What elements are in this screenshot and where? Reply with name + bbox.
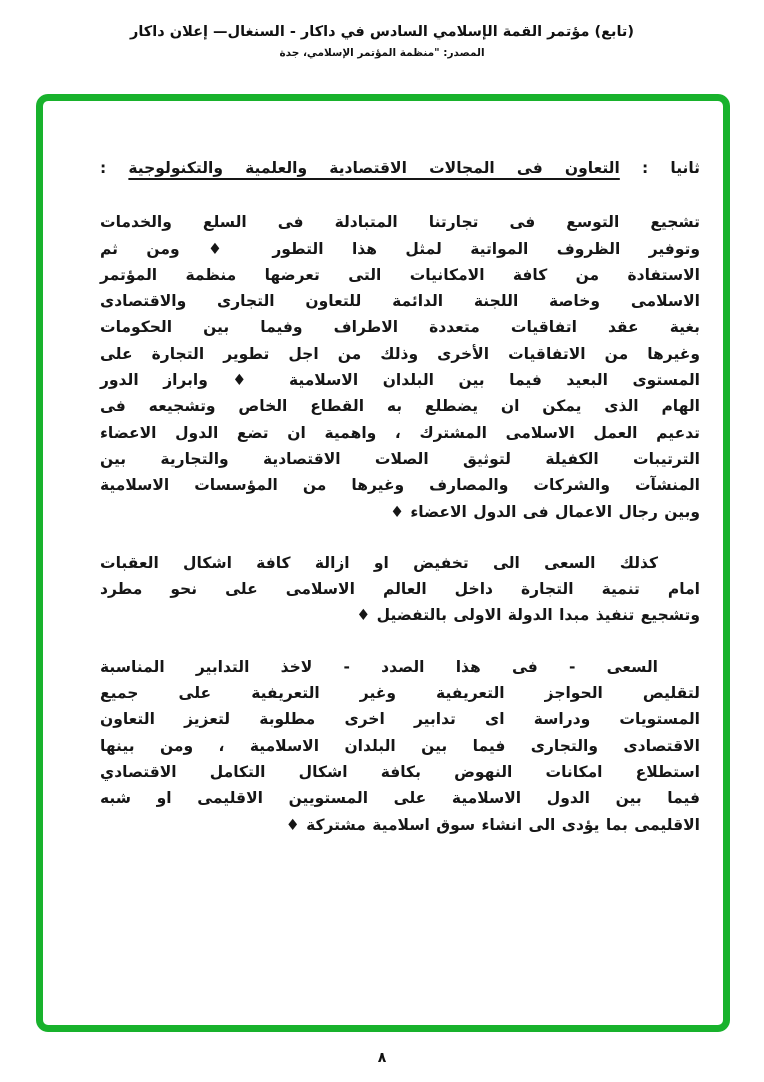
- paragraph: [100, 209, 700, 525]
- green-border-frame: [36, 94, 730, 1032]
- text-line: الاسلامى وخاصة اللجنة الدائمة للتعاون التجارى والاقتصادى: [100, 292, 700, 311]
- text-line: الترتيبات الكفيلة لتوثيق الصلات الاقتصادية والتجارية بين: [100, 449, 700, 468]
- text-line: المستوى البعيد فيما بين البلدان الاسلامية ♦ وابراز الدور: [100, 371, 700, 390]
- page-header: [0, 24, 764, 59]
- text-line: المنشآت والشركات والمصارف وغيرها من المؤسسات الاسلامية: [100, 476, 700, 495]
- text-line: السعى - فى هذا الصدد - لاخذ التدابير المناسبة: [100, 657, 658, 676]
- header-source: المصدر: "منظمة المؤتمر الإسلامي، جدة: [279, 47, 485, 59]
- text-line: الهام الذى يمكن ان يضطلع به القطاع الخاص وتشجيعه فى: [100, 397, 700, 416]
- paragraph: [100, 654, 700, 838]
- text-line: المستويات ودراسة اى تدابير اخرى مطلوبة لتعزيز التعاون: [100, 710, 700, 729]
- text-line: فيما بين الدول الاسلامية على المستويين الاقليمى او شبه: [100, 789, 700, 808]
- heading-underlined-text: التعاون فى المجالات الاقتصادية والعلمية والتكنولوجية: [128, 159, 620, 177]
- section-heading: [100, 155, 700, 181]
- text-line: كذلك السعى الى تخفيض او ازالة كافة اشكال العقبات: [100, 553, 658, 572]
- heading-prefix: ثانيا :: [619, 159, 700, 177]
- text-line: لتقليص الحواجز التعريفية وغير التعريفية على جميع: [100, 684, 700, 703]
- text-line: الاستفادة من كافة الامكانيات التى تعرضها منظمة المؤتمر: [100, 265, 700, 284]
- text-line: امام تنمية التجارة داخل العالم الاسلامى على نحو مطرد: [100, 580, 700, 599]
- document-content: [100, 155, 700, 863]
- text-line: وغيرها من الاتفاقيات الأخرى وذلك من اجل تطوير التجارة على: [100, 344, 700, 363]
- text-line: تدعيم العمل الاسلامى المشترك ، واهمية ان تضع الدول الاعضاء: [100, 423, 700, 442]
- paragraphs-container: [100, 209, 700, 838]
- text-line: استطلاع امكانات النهوض بكافة اشكال التكامل الاقتصادي: [100, 762, 700, 781]
- heading-suffix: :: [100, 159, 129, 177]
- page-number: ٨: [377, 1050, 387, 1066]
- text-line: وبين رجال الاعمال فى الدول الاعضاء ♦: [390, 502, 700, 521]
- text-line: بغية عقد اتفاقيات متعددة الاطراف وفيما بين الحكومات: [100, 318, 700, 337]
- text-line: الاقتصادى والتجارى فيما بين البلدان الاسلامية ، ومن بينها: [100, 736, 700, 755]
- text-line: وتشجيع تنفيذ مبدا الدولة الاولى بالتفضيل ♦: [356, 606, 700, 625]
- paragraph: [100, 550, 700, 629]
- text-line: الاقليمى بما يؤدى الى انشاء سوق اسلامية مشتركة ♦: [285, 815, 700, 834]
- text-line: وتوفير الظروف المواتية لمثل هذا التطور ♦ ومن ثم: [100, 239, 700, 258]
- text-line: تشجيع التوسع فى تجارتنا المتبادلة فى السلع والخدمات: [100, 213, 700, 232]
- header-title: (تابع) مؤتمر القمة الإسلامي السادس في داكار - السنغال— إعلان داكار: [130, 24, 634, 40]
